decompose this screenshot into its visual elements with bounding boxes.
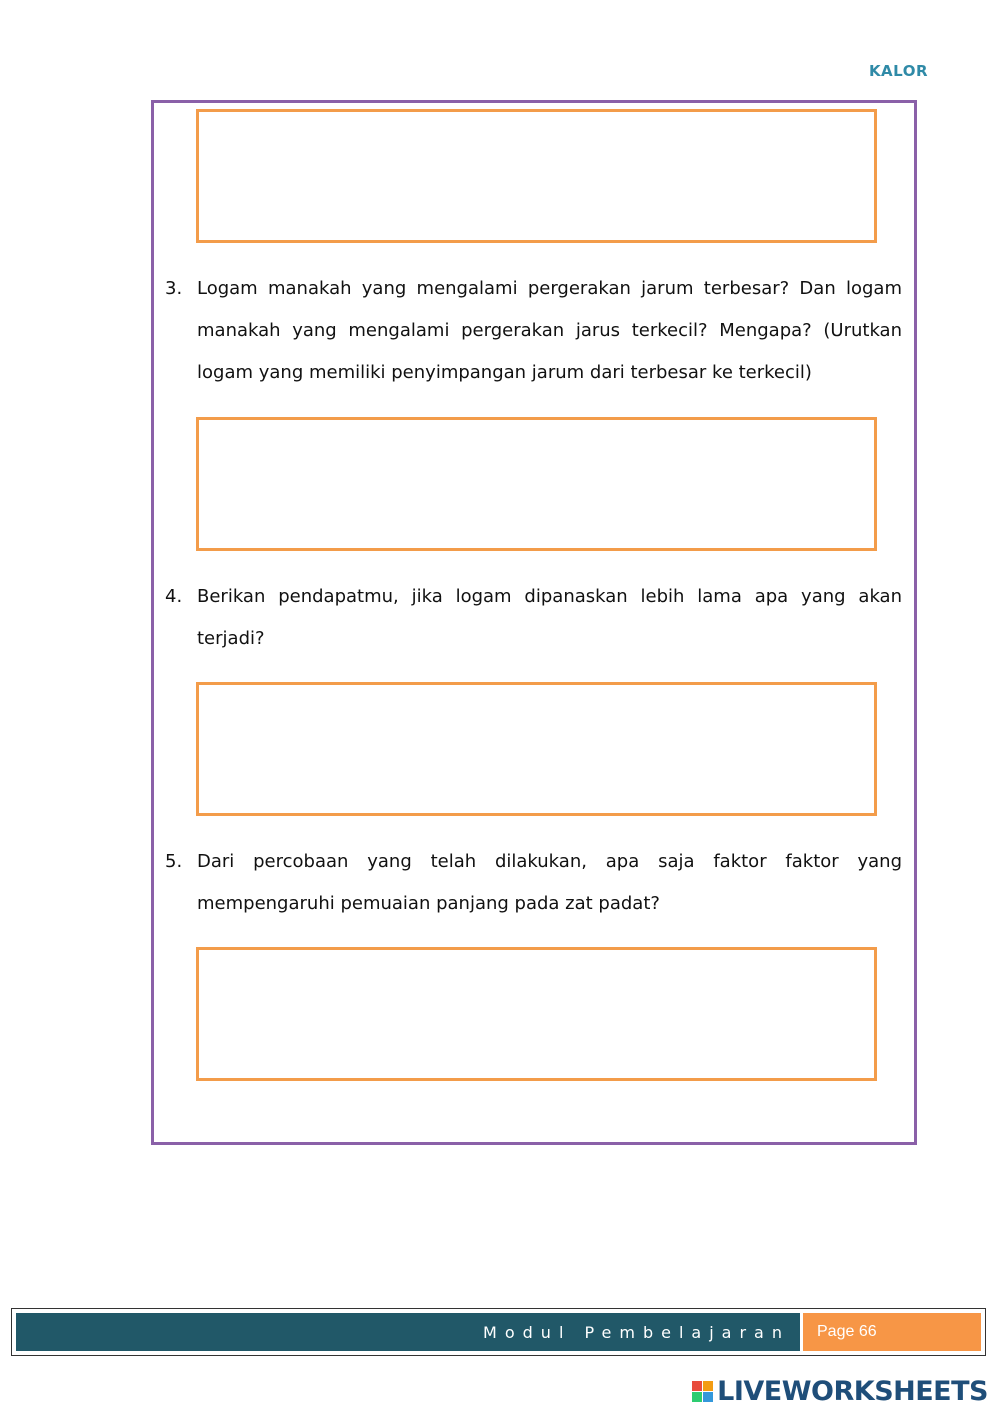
liveworksheets-logo-icon	[692, 1381, 713, 1402]
answer-box-2[interactable]	[196, 109, 877, 243]
footer-page-number: Page 66	[803, 1313, 981, 1351]
question-number: 3.	[165, 278, 183, 299]
answer-input-2[interactable]	[199, 112, 874, 240]
question-text: Berikan pendapatmu, jika logam dipanaskan lebih lama apa yang akan terjadi?	[197, 586, 902, 649]
liveworksheets-brand	[692, 1374, 988, 1408]
question-5	[165, 841, 902, 925]
answer-input-4[interactable]	[199, 685, 874, 813]
answer-box-4[interactable]	[196, 682, 877, 816]
question-text: Dari percobaan yang telah dilakukan, apa saja faktor faktor yang mempengaruhi pemuaian panjang pada zat padat?	[197, 851, 902, 914]
header-title: KALOR	[868, 62, 928, 80]
answer-input-3[interactable]	[199, 420, 874, 548]
question-number: 4.	[165, 586, 183, 607]
brand-name: LIVEWORKSHEETS	[717, 1375, 988, 1407]
footer-module-label: Modul Pembelajaran	[16, 1313, 800, 1351]
answer-box-5[interactable]	[196, 947, 877, 1081]
answer-box-3[interactable]	[196, 417, 877, 551]
question-text: Logam manakah yang mengalami pergerakan jarum terbesar? Dan logam manakah yang mengalami pergerakan jarus terkecil? Mengapa? (Urutkan logam yang memiliki penyimpangan jarum dari terbesar ke terkecil)	[197, 278, 902, 383]
question-number: 5.	[165, 851, 183, 872]
answer-input-5[interactable]	[199, 950, 874, 1078]
question-3	[165, 268, 902, 394]
question-4	[165, 576, 902, 660]
